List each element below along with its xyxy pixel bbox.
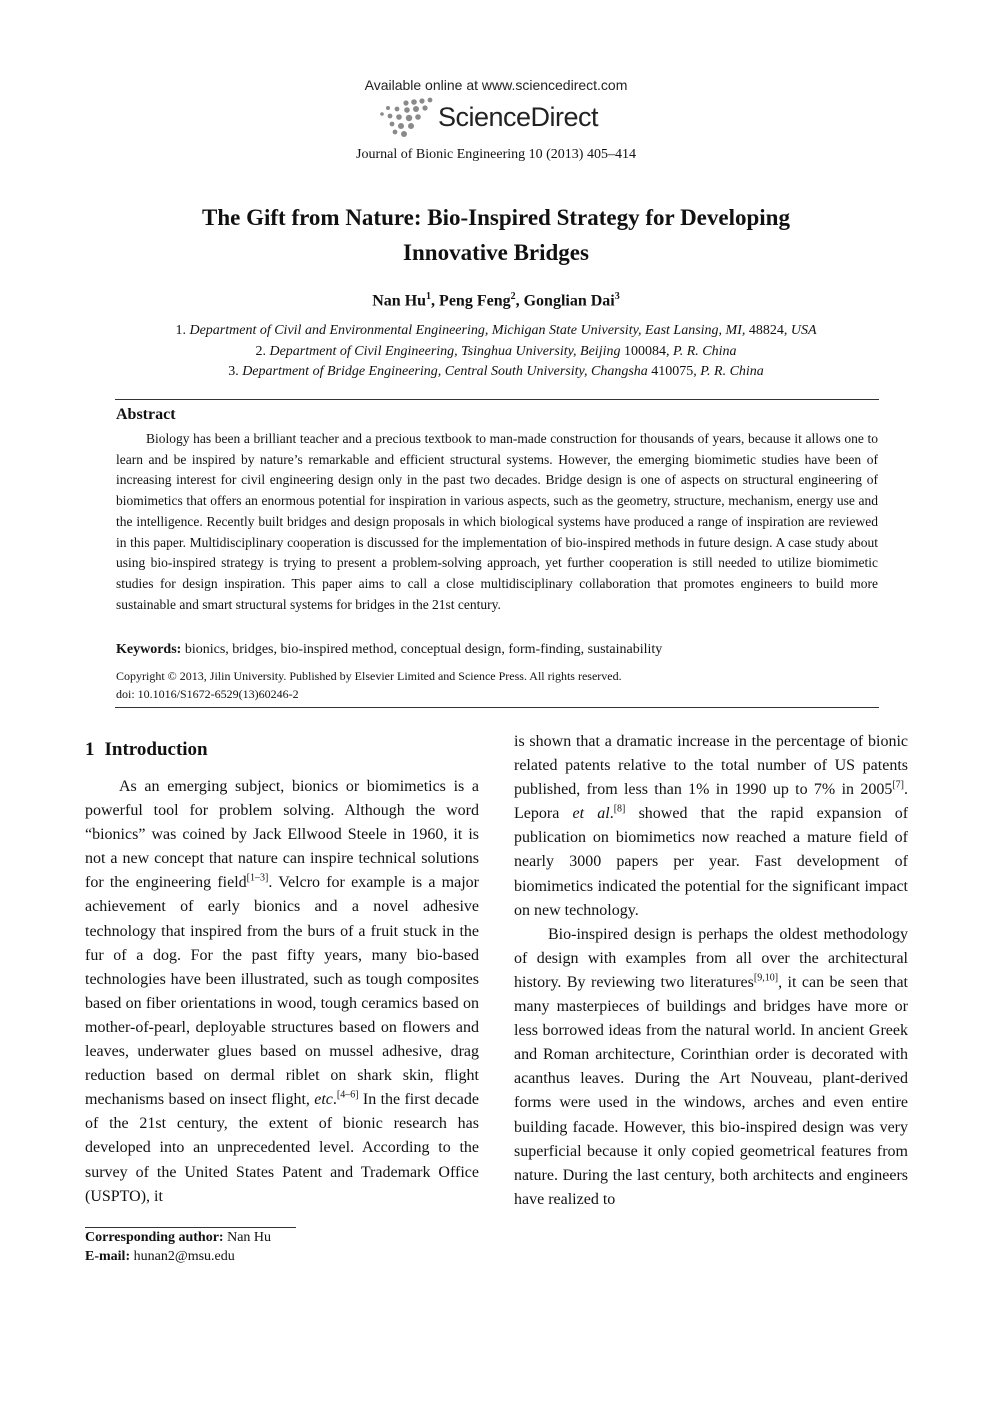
section-title: Introduction	[104, 739, 208, 760]
sciencedirect-wordmark: ScienceDirect	[438, 102, 599, 132]
keywords-label: Keywords:	[116, 642, 182, 657]
paragraph-text: etc	[314, 1091, 333, 1109]
affiliation-dept: Department of Civil and Environmental Engineering, Michigan State University, East Lansing, MI,	[189, 323, 746, 338]
citation: [7]	[892, 779, 904, 791]
paragraph: is shown that a dramatic increase in the percentage of bionic related patents relative to the total number of US patents published, from less than 1% in 1990 up to 7% in 2005[7]. Lepora et al.[8] showed that the rapid expansion of publication on biomimetics now reached a mature field of nearly 3000 papers per year. Fast development of biomimetics indicated the potential for the significant impact on new technology.	[514, 733, 909, 919]
affiliation-number: 2.	[255, 344, 266, 359]
citation: [1–3]	[246, 873, 269, 885]
footnote-value: hunan2@msu.edu	[133, 1249, 235, 1264]
copyright-notice: Copyright © 2013, Jilin University. Published by Elsevier Limited and Science Press. All rights reserved.	[116, 669, 622, 683]
paragraph: As an emerging subject, bionics or biomimetics is a powerful tool for problem solving. Although the word “bionics” was coined by Jack Ellwood Steele in 1960, it is not a new concept that nature can inspire technical solutions for the engineering field[1–3]. Velcro for example is a major achievement of early bionics and a novel adhesive technology that inspired from the burs of a fruit stuck in the fur of a dog. For the past fifty years, many bio-based technologies have been illustrated, such as tough composites based on fiber orientations in wood, tough ceramics based on mother-of-pearl, deployable structures based on flowers and leaves, underwater glues based on mussel adhesive, drag reduction based on dermal riblet on shark skin, flight mechanisms based on insect flight, etc.[4–6] In the first decade of the 21st century, the extent of bionic research has developed into an unprecedented level. According to the survey of the United States Patent and Trademark Office (USPTO), it	[85, 778, 479, 1205]
sciencedirect-dots-icon	[378, 96, 438, 140]
citation: [8]	[613, 803, 626, 815]
affiliation-number: 3.	[228, 364, 239, 379]
right-column	[514, 730, 908, 1212]
author-affil-mark: 2	[510, 291, 516, 302]
section-heading	[85, 739, 208, 761]
paragraph-text: showed that the rapid expansion of publication on biomimetics now reached a mature field of nearly 3000 papers per year. Fast development of biomimetics indicated the potential for the significant impact on new technology.	[514, 805, 909, 919]
available-online-notice: Available online at www.sciencedirect.com	[364, 77, 628, 93]
citation: [9,10]	[753, 972, 779, 984]
author-email	[85, 1249, 235, 1265]
paragraph-text: . Velcro for example is a major achievement of early bionics and a novel adhesive technology that inspired from the burs of a fruit stuck in the fur of a dog. For the past fifty years, many bio-based technologies have been illustrated, such as tough composites based on fiber orientations in wood, tough ceramics based on mother-of-pearl, deployable structures based on flowers and leaves, underwater glues based on mussel adhesive, drag reduction based on dermal riblet on shark skin, flight mechanisms based on insect flight,	[85, 874, 479, 1109]
affiliation-dept: Department of Bridge Engineering, Central South University, Changsha	[242, 364, 648, 379]
corresponding-author	[85, 1230, 271, 1246]
affiliation-postcode: 410075,	[651, 364, 697, 379]
abstract-heading: Abstract	[116, 406, 176, 423]
paragraph	[514, 923, 908, 1212]
paragraph-text: As an emerging subject, bionics or biomimetics is a powerful tool for problem solving. Although the word “bionics” was coined by Jack Ellwood Steele in 1960, it is not a new concept that nature can inspire technical solutions for the engineering field	[85, 778, 479, 892]
title-line-1: The Gift from Nature: Bio-Inspired Strategy for Developing	[202, 205, 790, 230]
footnote-rule	[85, 1227, 296, 1228]
author-name: Nan Hu	[372, 292, 427, 310]
affiliation-country: USA	[790, 323, 817, 338]
paragraph-text: . Lepora	[514, 781, 908, 823]
affiliation-number: 1.	[175, 323, 186, 338]
paragraph-text: Bio-inspired design is perhaps the oldest methodology of design with examples from all over the architectural history. By reviewing two literatures	[514, 925, 908, 991]
footnote-value: Nan Hu	[227, 1230, 272, 1245]
sciencedirect-logo	[378, 96, 618, 140]
affiliation-postcode: 100084,	[623, 344, 670, 359]
affiliation-country: P. R. China	[672, 344, 737, 359]
author-affil-mark: 1	[426, 291, 432, 302]
affiliation-1	[0, 323, 992, 339]
section-number: 1	[85, 739, 95, 760]
paragraph-text: In the first decade of the 21st century, the extent of bionic research has developed into an unprecedented level. According to the survey of the United States Patent and Trademark Office (USPTO), it	[85, 1091, 479, 1205]
affiliation-dept: Department of Civil Engineering, Tsinghua University, Beijing	[269, 344, 621, 359]
abstract-text: Biology has been a brilliant teacher and a precious textbook to man-made construction for thousands of years, because it allows one to learn and be inspired by nature’s remarkable and efficient structural systems. However, the emerging biomimetic studies have been of increasing interest for civil engineering design only in the past two decades. Bridge design is one of aspects on structural engineering of biomimetics that offers an enormous potential for inspiration in various aspects, such as the geometry, structure, mechanism, energy use and the intelligence. Recently built bridges and design proposals in which biological systems have produced a range of inspiration are reviewed in this paper. Multidisciplinary cooperation is discussed for the implementation of bio-inspired methods in future design. A case study about using bio-inspired strategy is trying to present a problem-solving approach, yet further cooperation is still needed to utilize biomimetic studies for design inspiration. This paper aims to call a close multidisciplinary collaboration that promotes engineers to build more sustainable and smart structural systems for bridges in the 21st century.	[116, 431, 878, 612]
affiliation-country: P. R. China	[700, 364, 764, 379]
journal-reference: Journal of Bionic Engineering 10 (2013) 405–414	[356, 147, 636, 162]
paper-title	[120, 200, 872, 270]
footnote-label: Corresponding author:	[85, 1230, 224, 1245]
author-name: Gonglian Dai	[523, 292, 615, 310]
abstract-top-rule	[115, 399, 879, 400]
keywords-text: bionics, bridges, bio-inspired method, conceptual design, form-finding, sustainability	[184, 642, 663, 657]
author-affil-mark: 3	[614, 291, 620, 302]
author-name: Peng Feng	[439, 292, 511, 310]
paragraph-text: et al	[572, 805, 610, 823]
title-line-2: Innovative Bridges	[403, 240, 589, 265]
affiliation-3	[0, 364, 992, 380]
doi: doi: 10.1016/S1672-6529(13)60246-2	[116, 687, 299, 701]
abstract-bottom-rule	[115, 707, 879, 708]
left-column	[85, 775, 479, 1209]
affiliation-postcode: 48824,	[748, 323, 788, 338]
paragraph-text: is shown that a dramatic increase in the percentage of bionic related patents relative to the total number of US patents published, from less than 1% in 1990 up to 7% in 2005	[514, 733, 908, 799]
citation: [4–6]	[336, 1089, 359, 1101]
paragraph-text: , it can be seen that many masterpieces of buildings and bridges have more or less borrowed ideas from the natural world. In ancient Greek and Roman architecture, Corinthian order is decorated with acanthus leaves. During the Art Nouveau, plant-derived forms were used in the windows, arches and even entire building facade. However, this bio-inspired design was very superficial because it only copied geometrical features from nature. During the last century, both architects and engineers have realized to	[514, 973, 908, 1208]
keywords	[116, 642, 878, 658]
affiliation-2	[0, 344, 992, 360]
author-list: Nan Hu$^1$, Peng Feng$^2$, Gonglian Dai$^3$	[372, 291, 620, 310]
footnote-label: E-mail:	[85, 1249, 131, 1264]
